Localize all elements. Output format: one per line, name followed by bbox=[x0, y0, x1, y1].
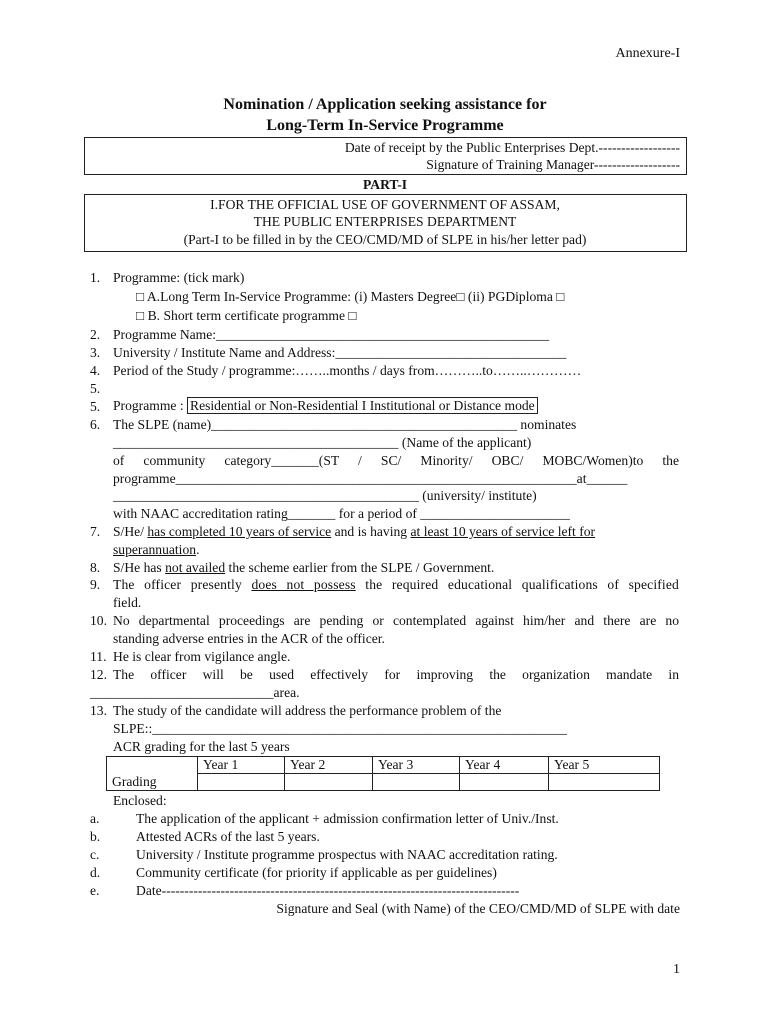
grading-label: Grading bbox=[107, 774, 198, 791]
table-row bbox=[107, 757, 660, 774]
acr-grading-table bbox=[106, 756, 660, 791]
programme-mode-box: Residential or Non-Residential I Institutional or Distance mode bbox=[187, 397, 538, 414]
part-heading: PART-I bbox=[362, 177, 408, 192]
mandate-area-line: ___________________________area. bbox=[90, 685, 300, 700]
service-text: and is having bbox=[331, 524, 411, 539]
grading-cell[interactable] bbox=[549, 774, 660, 791]
enclosure-letter: a. bbox=[90, 811, 100, 826]
proceedings-line-1: No departmental proceedings are pending or contemplated against him/her and there are no bbox=[113, 613, 679, 628]
community-category-line: of community category_______(ST / SC/ Minority/ OBC/ MOBC/Women)to the bbox=[113, 453, 679, 468]
item-number: 5. bbox=[90, 399, 101, 414]
qualification-text: the required educational qualifications of specified bbox=[355, 577, 679, 592]
study-period-line: Period of the Study / programme:……..months / days from………..to……..………… bbox=[113, 363, 582, 378]
enclosure-text: University / Institute programme prospectus with NAAC accreditation rating. bbox=[136, 847, 558, 862]
grading-cell[interactable] bbox=[373, 774, 460, 791]
grading-cell[interactable] bbox=[460, 774, 549, 791]
page-number: 1 bbox=[673, 962, 680, 977]
annexure-label: Annexure-I bbox=[615, 46, 680, 61]
programme-option-a: □ A.Long Term In-Service Programme: (i) Masters Degree□ (ii) PGDiploma □ bbox=[136, 289, 565, 304]
table-row bbox=[107, 774, 660, 791]
official-line-2: THE PUBLIC ENTERPRISES DEPARTMENT bbox=[253, 214, 517, 229]
officer-usage-line: The officer will be used effectively for improving the organization mandate in bbox=[113, 667, 679, 682]
service-completed-text: has completed 10 years of service bbox=[147, 524, 332, 539]
programme-option-b: □ B. Short term certificate programme □ bbox=[136, 308, 357, 323]
university-address-line: University / Institute Name and Address:__________________________________ bbox=[113, 345, 567, 360]
enclosure-text: Attested ACRs of the last 5 years. bbox=[136, 829, 320, 844]
receipt-date-line: Date of receipt by the Public Enterprises Dept.------------------ bbox=[344, 140, 680, 155]
item-number: 5. bbox=[90, 381, 101, 396]
enclosure-text: Community certificate (for priority if applicable as per guidelines) bbox=[136, 865, 497, 880]
item-number: 9. bbox=[90, 577, 101, 592]
item-number: 13. bbox=[90, 703, 107, 718]
item-number: 2. bbox=[90, 327, 101, 342]
grading-cell[interactable] bbox=[285, 774, 373, 791]
service-left-text: at least 10 years of service left for bbox=[410, 524, 596, 539]
not-availed-line bbox=[113, 560, 494, 576]
year-header: Year 1 bbox=[198, 757, 285, 774]
year-header: Year 2 bbox=[285, 757, 373, 774]
signature-seal-line: Signature and Seal (with Name) of the CEO/CMD/MD of SLPE with date bbox=[276, 901, 680, 916]
programme-name-line: Programme Name:_________________________________________________ bbox=[113, 327, 550, 342]
enclosure-text: Date------------------------------------------------------------------------------- bbox=[136, 883, 520, 898]
applicant-name-line: __________________________________________ (Name of the applicant) bbox=[113, 435, 532, 450]
enclosure-letter: e. bbox=[90, 883, 100, 898]
not-availed-text: not availed bbox=[165, 560, 226, 575]
superannuation-line bbox=[113, 542, 199, 558]
does-not-possess-text: does not possess bbox=[251, 577, 356, 592]
enclosed-label: Enclosed: bbox=[113, 793, 167, 808]
item-number: 3. bbox=[90, 345, 101, 360]
receipt-signature-line: Signature of Training Manager------------------- bbox=[426, 157, 680, 172]
item-number: 6. bbox=[90, 417, 101, 432]
qualification-field-line: field. bbox=[113, 595, 142, 610]
enclosure-text: The application of the applicant + admission confirmation letter of Univ./Inst. bbox=[136, 811, 559, 826]
year-header: Year 4 bbox=[460, 757, 549, 774]
slpe-problem-line: SLPE::_____________________________________________________________ bbox=[113, 721, 567, 736]
title-line-1: Nomination / Application seeking assistance for bbox=[223, 96, 547, 113]
university-institute-line: _____________________________________________ (university/ institute) bbox=[113, 488, 537, 503]
qualification-line bbox=[113, 577, 679, 593]
item-number: 7. bbox=[90, 524, 101, 539]
naac-rating-line: with NAAC accreditation rating_______ for a period of ______________________ bbox=[113, 506, 570, 521]
enclosure-letter: c. bbox=[90, 847, 100, 862]
item-number: 1. bbox=[90, 270, 101, 285]
item-number: 4. bbox=[90, 363, 101, 378]
superannuation-text: superannuation bbox=[113, 542, 197, 557]
availed-text: the scheme earlier from the SLPE / Government. bbox=[225, 560, 495, 575]
vigilance-line: He is clear from vigilance angle. bbox=[113, 649, 291, 664]
item-number: 8. bbox=[90, 560, 101, 575]
proceedings-line-2: standing adverse entries in the ACR of the officer. bbox=[113, 631, 385, 646]
official-line-3: (Part-I to be filled in by the CEO/CMD/MD of SLPE in his/her letter pad) bbox=[183, 232, 587, 247]
period-text: . bbox=[196, 542, 200, 557]
enclosure-letter: b. bbox=[90, 829, 101, 844]
table-cell bbox=[107, 757, 198, 774]
programme-tick-label: Programme: (tick mark) bbox=[113, 270, 245, 285]
qualification-text: The officer presently bbox=[113, 577, 252, 592]
item-number: 11. bbox=[90, 649, 107, 664]
year-header: Year 5 bbox=[549, 757, 660, 774]
programme-at-line: programme___________________________________________________________at______ bbox=[113, 471, 628, 486]
item-number: 12. bbox=[90, 667, 107, 682]
service-text: S/He/ bbox=[113, 524, 148, 539]
availed-text: S/He has bbox=[113, 560, 166, 575]
programme-mode-label: Programme : bbox=[113, 398, 184, 413]
programme-mode-line bbox=[113, 398, 538, 414]
title-line-2: Long-Term In-Service Programme bbox=[266, 117, 504, 134]
year-header: Year 3 bbox=[373, 757, 460, 774]
grading-cell[interactable] bbox=[198, 774, 285, 791]
enclosure-letter: d. bbox=[90, 865, 101, 880]
service-years-line bbox=[113, 524, 595, 540]
acr-grading-label: ACR grading for the last 5 years bbox=[113, 739, 290, 754]
official-line-1: I.FOR THE OFFICIAL USE OF GOVERNMENT OF ASSAM, bbox=[210, 197, 560, 212]
item-number: 10. bbox=[90, 613, 107, 628]
slpe-name-line: The SLPE (name)_____________________________________________ nominates bbox=[113, 417, 577, 432]
performance-problem-line: The study of the candidate will address the performance problem of the bbox=[113, 703, 502, 718]
